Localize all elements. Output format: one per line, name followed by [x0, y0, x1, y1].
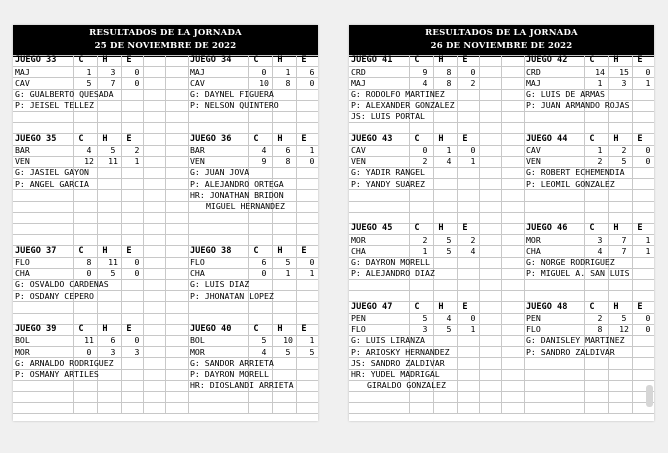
column-header: E: [462, 301, 468, 312]
score-cell: 8: [446, 77, 452, 88]
team-abbr: CAV: [190, 77, 205, 88]
pitcher-note: G: LUIS DE ARMAS: [526, 88, 605, 99]
score-cell: 5: [446, 245, 452, 256]
grid-column-line: [524, 55, 525, 413]
pitcher-note: P: NELSON QUINTERO: [190, 100, 279, 111]
score-cell: 1: [86, 66, 92, 77]
score-cell: 2: [422, 234, 428, 245]
score-cell: 1: [285, 268, 291, 279]
score-cell: 2: [621, 144, 627, 155]
grid-column-line: [143, 55, 144, 413]
game-label: JUEGO 41: [351, 55, 393, 66]
page-date: 26 DE NOVIEMBRE DE 2022: [430, 41, 573, 51]
team-abbr: CAV: [351, 144, 366, 155]
score-cell: 5: [446, 324, 452, 335]
score-cell: 1: [645, 77, 651, 88]
score-cell: 0: [309, 256, 315, 267]
pitcher-note: G: JASIEL GAYON: [15, 167, 89, 178]
score-cell: 5: [621, 312, 627, 323]
score-cell: 2: [422, 156, 428, 167]
column-header: E: [462, 133, 468, 144]
column-header: H: [613, 55, 619, 66]
score-cell: 10: [283, 335, 293, 346]
column-header: C: [589, 223, 595, 234]
results-grid: [349, 55, 654, 421]
page-title: RESULTADOS DE LA JORNADA: [89, 28, 242, 38]
score-cell: 3: [597, 234, 603, 245]
score-cell: 1: [309, 144, 315, 155]
pitcher-note: G: ARNALDO RODRIGUEZ: [15, 357, 114, 368]
pitcher-note: G: GUALBERTO QUESADA: [15, 88, 114, 99]
score-cell: 1: [470, 156, 476, 167]
column-header: E: [126, 245, 132, 256]
score-cell: 8: [285, 77, 291, 88]
pitcher-note: MIGUEL HERNANDEZ: [206, 200, 285, 211]
scrollbar-thumb[interactable]: [646, 385, 653, 407]
game-label: JUEGO 37: [15, 245, 57, 256]
score-cell: 0: [261, 66, 267, 77]
pitcher-note: P: ARIOSKY HERNANDEZ: [351, 346, 450, 357]
score-cell: 11: [108, 156, 118, 167]
score-cell: 0: [86, 268, 92, 279]
column-header: C: [253, 55, 259, 66]
pitcher-note: P: JEISEL TELLEZ: [15, 100, 94, 111]
column-header: C: [78, 55, 84, 66]
score-cell: 2: [134, 144, 140, 155]
grid-column-line: [188, 55, 189, 413]
score-cell: 7: [621, 234, 627, 245]
column-header: H: [102, 55, 108, 66]
pitcher-note: G: DAYRON MORELL: [351, 256, 430, 267]
pitcher-note: G: NORGE RODRIGUEZ: [526, 256, 615, 267]
grid-column-line: [296, 55, 297, 413]
page-date: 25 DE NOVIEMBRE DE 2022: [94, 41, 237, 51]
score-cell: 5: [285, 346, 291, 357]
game-label: JUEGO 45: [351, 223, 393, 234]
grid-column-line: [479, 55, 480, 413]
pitcher-note: GIRALDO GONZALEZ: [367, 380, 446, 391]
column-header: H: [438, 223, 444, 234]
score-cell: 0: [422, 144, 428, 155]
column-header: C: [78, 133, 84, 144]
pitcher-note: G: ROBERT ECHEMENDIA: [526, 167, 625, 178]
column-header: H: [102, 324, 108, 335]
score-cell: 1: [645, 234, 651, 245]
pitcher-note: P: OSMANY ARTILES: [15, 368, 99, 379]
grid-column-line: [165, 55, 166, 413]
score-cell: 0: [645, 312, 651, 323]
score-cell: 0: [470, 312, 476, 323]
score-cell: 0: [470, 66, 476, 77]
pitcher-note: G: DANISLEY MARTINEZ: [526, 335, 625, 346]
score-cell: 11: [84, 335, 94, 346]
pitcher-note: P: MIGUEL A. SAN LUIS: [526, 268, 630, 279]
pitcher-note: P: DAYRON MORELL: [190, 368, 269, 379]
team-abbr: MOR: [526, 234, 541, 245]
game-label: JUEGO 35: [15, 133, 57, 144]
team-abbr: CAV: [15, 77, 30, 88]
team-abbr: PEN: [351, 312, 366, 323]
score-cell: 4: [86, 144, 92, 155]
team-abbr: FLO: [526, 324, 541, 335]
team-abbr: CHA: [351, 245, 366, 256]
results-grid: [13, 55, 318, 421]
column-header: H: [277, 245, 283, 256]
game-label: JUEGO 44: [526, 133, 568, 144]
score-cell: 4: [261, 144, 267, 155]
game-label: JUEGO 36: [190, 133, 232, 144]
score-cell: 9: [422, 66, 428, 77]
score-cell: 8: [86, 256, 92, 267]
score-cell: 4: [470, 245, 476, 256]
score-cell: 0: [645, 156, 651, 167]
column-header: C: [253, 245, 259, 256]
column-header: C: [253, 324, 259, 335]
score-cell: 1: [446, 144, 452, 155]
team-abbr: CHA: [190, 268, 205, 279]
score-cell: 3: [422, 324, 428, 335]
column-header: C: [78, 324, 84, 335]
column-header: E: [301, 245, 307, 256]
team-abbr: MOR: [15, 346, 30, 357]
score-cell: 8: [446, 66, 452, 77]
results-page-nov-26: [349, 25, 654, 421]
score-cell: 6: [285, 144, 291, 155]
pitcher-note: G: RODOLFO MARTINEZ: [351, 88, 445, 99]
pitcher-note: JS: SANDRO ZALDIVAR: [351, 357, 445, 368]
pitcher-note: P: YANDY SUAREZ: [351, 178, 425, 189]
score-cell: 1: [597, 144, 603, 155]
results-page-nov-25: [13, 25, 318, 421]
score-cell: 5: [309, 346, 315, 357]
score-cell: 1: [422, 245, 428, 256]
column-header: H: [438, 301, 444, 312]
score-cell: 8: [285, 156, 291, 167]
grid-line: [13, 413, 318, 414]
column-header: H: [277, 324, 283, 335]
score-cell: 0: [309, 156, 315, 167]
score-cell: 5: [110, 144, 116, 155]
team-abbr: MAJ: [526, 77, 541, 88]
score-cell: 3: [134, 346, 140, 357]
score-cell: 4: [261, 346, 267, 357]
grid-column-line: [457, 55, 458, 413]
team-abbr: VEN: [15, 156, 30, 167]
score-cell: 0: [261, 268, 267, 279]
game-label: JUEGO 47: [351, 301, 393, 312]
team-abbr: BAR: [190, 144, 205, 155]
score-cell: 4: [446, 312, 452, 323]
team-abbr: MAJ: [351, 77, 366, 88]
team-abbr: BOL: [190, 335, 205, 346]
score-cell: 5: [261, 335, 267, 346]
grid-column-line: [501, 55, 502, 413]
score-cell: 5: [86, 77, 92, 88]
column-header: E: [301, 133, 307, 144]
team-abbr: FLO: [15, 256, 30, 267]
column-header: H: [613, 133, 619, 144]
score-cell: 12: [84, 156, 94, 167]
page-title: RESULTADOS DE LA JORNADA: [425, 28, 578, 38]
column-header: C: [78, 245, 84, 256]
column-header: E: [126, 55, 132, 66]
column-header: C: [414, 223, 420, 234]
score-cell: 0: [309, 77, 315, 88]
team-abbr: VEN: [190, 156, 205, 167]
score-cell: 5: [446, 234, 452, 245]
team-abbr: PEN: [526, 312, 541, 323]
score-cell: 3: [110, 66, 116, 77]
score-cell: 2: [470, 77, 476, 88]
score-cell: 5: [285, 256, 291, 267]
team-abbr: FLO: [190, 256, 205, 267]
team-abbr: BAR: [15, 144, 30, 155]
score-cell: 0: [470, 144, 476, 155]
pitcher-note: HR: JONATHAN BRIDON: [190, 189, 284, 200]
score-cell: 0: [86, 346, 92, 357]
team-abbr: MAJ: [15, 66, 30, 77]
pitcher-note: P: JHONATAN LOPEZ: [190, 290, 274, 301]
score-cell: 2: [470, 234, 476, 245]
score-cell: 8: [597, 324, 603, 335]
column-header: E: [637, 55, 643, 66]
score-cell: 1: [470, 324, 476, 335]
score-cell: 1: [285, 66, 291, 77]
score-cell: 4: [446, 156, 452, 167]
pitcher-note: G: JUAN JOVA: [190, 167, 250, 178]
column-header: E: [462, 55, 468, 66]
score-cell: 6: [110, 335, 116, 346]
score-cell: 0: [134, 77, 140, 88]
score-cell: 15: [619, 66, 629, 77]
grid-column-line: [121, 55, 122, 413]
game-label: JUEGO 39: [15, 324, 57, 335]
pitcher-note: G: LUIS DIAZ: [190, 279, 250, 290]
team-abbr: CRD: [526, 66, 541, 77]
column-header: C: [589, 133, 595, 144]
column-header: H: [438, 133, 444, 144]
grid-column-line: [632, 55, 633, 413]
score-cell: 11: [108, 256, 118, 267]
score-cell: 1: [309, 335, 315, 346]
score-cell: 0: [134, 66, 140, 77]
pitcher-note: G: OSVALDO CARDENAS: [15, 279, 109, 290]
pitcher-note: P: ALEJANDRO ORTEGA: [190, 178, 284, 189]
column-header: H: [102, 245, 108, 256]
column-header: E: [301, 55, 307, 66]
score-cell: 5: [110, 268, 116, 279]
team-abbr: MAJ: [190, 66, 205, 77]
score-cell: 1: [134, 156, 140, 167]
pitcher-note: HR: DIOSLANDI ARRIETA: [190, 380, 294, 391]
score-cell: 12: [619, 324, 629, 335]
team-abbr: CHA: [15, 268, 30, 279]
team-abbr: CHA: [526, 245, 541, 256]
team-abbr: MOR: [190, 346, 205, 357]
column-header: E: [126, 133, 132, 144]
pitcher-note: P: ANGEL GARCIA: [15, 178, 89, 189]
score-cell: 7: [621, 245, 627, 256]
column-header: E: [637, 133, 643, 144]
team-abbr: FLO: [351, 324, 366, 335]
score-cell: 4: [422, 77, 428, 88]
column-header: E: [126, 324, 132, 335]
pitcher-note: G: LUIS LIRANZA: [351, 335, 425, 346]
score-cell: 2: [597, 156, 603, 167]
score-cell: 0: [645, 144, 651, 155]
column-header: C: [414, 55, 420, 66]
game-label: JUEGO 34: [190, 55, 232, 66]
pitcher-note: P: OSDANY CEPERO: [15, 290, 94, 301]
page-title-banner: [349, 25, 654, 57]
team-abbr: BOL: [15, 335, 30, 346]
game-label: JUEGO 43: [351, 133, 393, 144]
column-header: C: [589, 301, 595, 312]
team-abbr: VEN: [526, 156, 541, 167]
team-abbr: VEN: [351, 156, 366, 167]
column-header: C: [414, 133, 420, 144]
column-header: E: [462, 223, 468, 234]
score-cell: 9: [261, 156, 267, 167]
game-label: JUEGO 48: [526, 301, 568, 312]
score-cell: 0: [134, 256, 140, 267]
score-cell: 5: [621, 156, 627, 167]
pitcher-note: P: SANDRO ZALDIVAR: [526, 346, 615, 357]
pitcher-note: G: DAYNEL FIGUERA: [190, 88, 274, 99]
pitcher-note: P: ALEJANDRO DIAZ: [351, 268, 435, 279]
column-header: H: [102, 133, 108, 144]
game-label: JUEGO 42: [526, 55, 568, 66]
game-label: JUEGO 46: [526, 223, 568, 234]
game-label: JUEGO 40: [190, 324, 232, 335]
score-cell: 0: [134, 335, 140, 346]
pitcher-note: JS: LUIS PORTAL: [351, 111, 425, 122]
pitcher-note: G: SANDOR ARRIETA: [190, 357, 274, 368]
score-cell: 4: [597, 245, 603, 256]
column-header: H: [277, 133, 283, 144]
score-cell: 2: [597, 312, 603, 323]
team-abbr: CRD: [351, 66, 366, 77]
grid-line: [349, 413, 654, 414]
pitcher-note: P: LEOMIL GONZALEZ: [526, 178, 615, 189]
score-cell: 0: [645, 324, 651, 335]
score-cell: 14: [595, 66, 605, 77]
game-label: JUEGO 38: [190, 245, 232, 256]
pitcher-note: P: ALEXANDER GONZALEZ: [351, 100, 455, 111]
score-cell: 0: [134, 268, 140, 279]
score-cell: 3: [621, 77, 627, 88]
column-header: C: [589, 55, 595, 66]
score-cell: 7: [110, 77, 116, 88]
team-abbr: MOR: [351, 234, 366, 245]
game-label: JUEGO 33: [15, 55, 57, 66]
score-cell: 1: [645, 245, 651, 256]
pitcher-note: P: JUAN ARMANDO ROJAS: [526, 100, 630, 111]
column-header: C: [253, 133, 259, 144]
score-cell: 6: [261, 256, 267, 267]
score-cell: 1: [597, 77, 603, 88]
pitcher-note: G: YADIR RANGEL: [351, 167, 425, 178]
column-header: E: [637, 223, 643, 234]
column-header: C: [414, 301, 420, 312]
column-header: H: [438, 55, 444, 66]
score-cell: 1: [309, 268, 315, 279]
team-abbr: CAV: [526, 144, 541, 155]
score-cell: 6: [309, 66, 315, 77]
column-header: E: [637, 301, 643, 312]
column-header: H: [613, 223, 619, 234]
score-cell: 0: [645, 66, 651, 77]
column-header: E: [301, 324, 307, 335]
column-header: H: [277, 55, 283, 66]
page-title-banner: [13, 25, 318, 57]
score-cell: 5: [422, 312, 428, 323]
score-cell: 3: [110, 346, 116, 357]
score-cell: 10: [259, 77, 269, 88]
pitcher-note: HR: YUDEL MADRIGAL: [351, 368, 440, 379]
column-header: H: [613, 301, 619, 312]
